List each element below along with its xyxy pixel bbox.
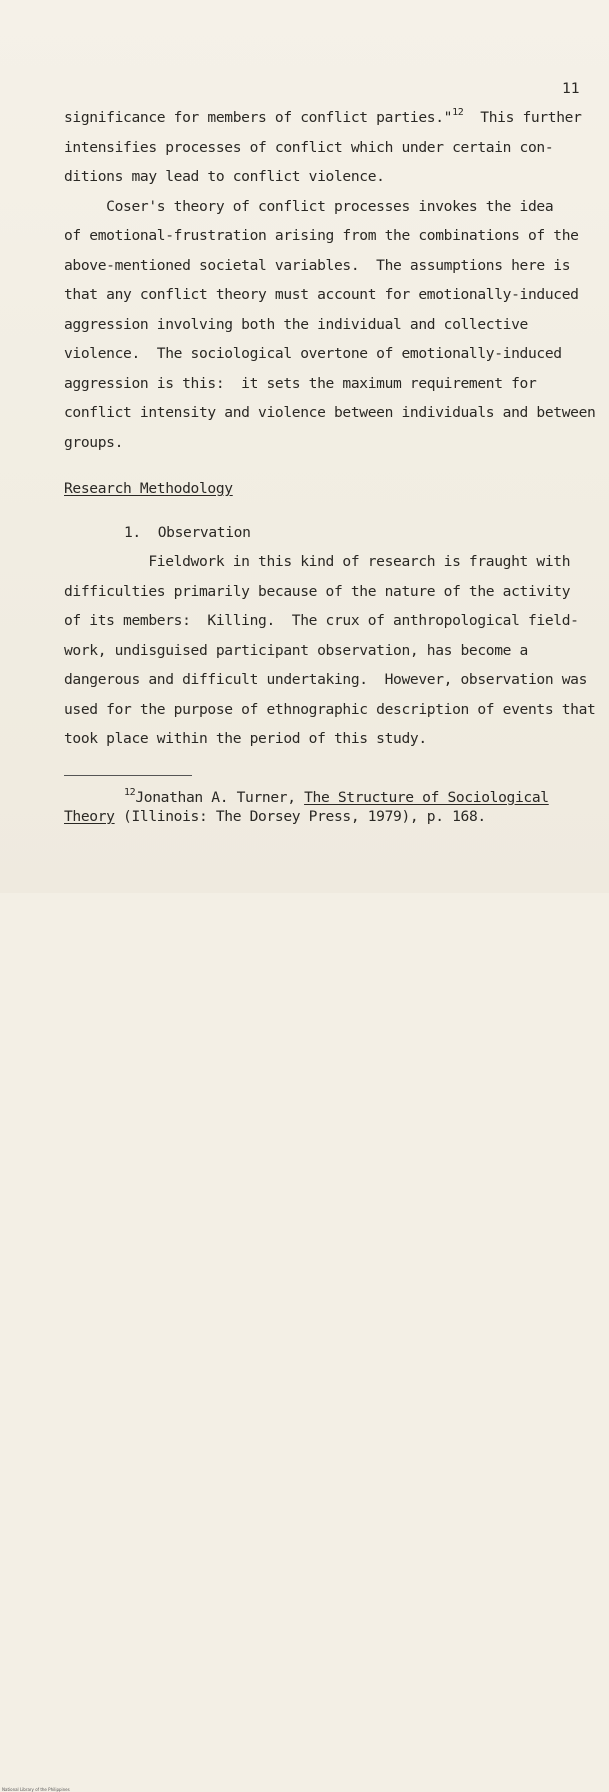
para2-line: aggression involving both the individual and collective [64,316,528,333]
footnote-ref-12: 12 [452,107,464,118]
footnote-divider [64,775,192,776]
footnote-title-2: Theory [64,808,115,825]
para3-line: of its members: Killing. The crux of anthropological field- [64,612,579,629]
para2-line: violence. The sociological overtone of emotionally-induced [64,345,562,362]
para1-line-1-text: significance for members of conflict parties." [64,109,453,126]
para2-line: of emotional-frustration arising from the combinations of the [64,227,579,244]
para3-line: difficulties primarily because of the nature of the activity [64,583,571,600]
footnote-line-1 [124,789,549,807]
footnote-rest: (Illinois: The Dorsey Press, 1979), p. 168. [114,808,486,825]
scan-credit: National Library of the Philippines [2,1787,70,1792]
footnote-number: 12 [124,787,136,798]
para3-line: work, undisguised participant observation, has become a [64,642,528,659]
footnote-line-2 [64,808,486,826]
para3-line: took place within the period of this study. [64,730,427,747]
para2-line: above-mentioned societal variables. The assumptions here is [64,257,571,274]
para2-line: aggression is this: it sets the maximum requirement for [64,375,537,392]
para2-line: that any conflict theory must account for emotionally-induced [64,286,579,303]
subsection-heading: 1. Observation [124,524,251,541]
para3-line: used for the purpose of ethnographic description of events that [64,701,596,718]
para1-line-2: intensifies processes of conflict which under certain con- [64,139,554,156]
para1-line-3: ditions may lead to conflict violence. [64,168,385,185]
para3-line: dangerous and difficult undertaking. However, observation was [64,671,588,688]
scan-footer-strip [0,893,609,1792]
footnote-author: Jonathan A. Turner, [135,789,305,806]
footnote-title-1: The Structure of Sociological [304,789,549,806]
page-number: 11 [562,80,580,97]
para2-line: groups. [64,434,124,451]
para3-line: Fieldwork in this kind of research is fraught with [64,553,571,570]
section-heading: Research Methodology [64,480,233,497]
para2-line: Coser's theory of conflict processes invokes the idea [64,198,554,215]
para1-line-1 [64,109,582,127]
para2-line: conflict intensity and violence between individuals and between [64,404,596,421]
para1-line-1-after: This further [463,109,582,126]
